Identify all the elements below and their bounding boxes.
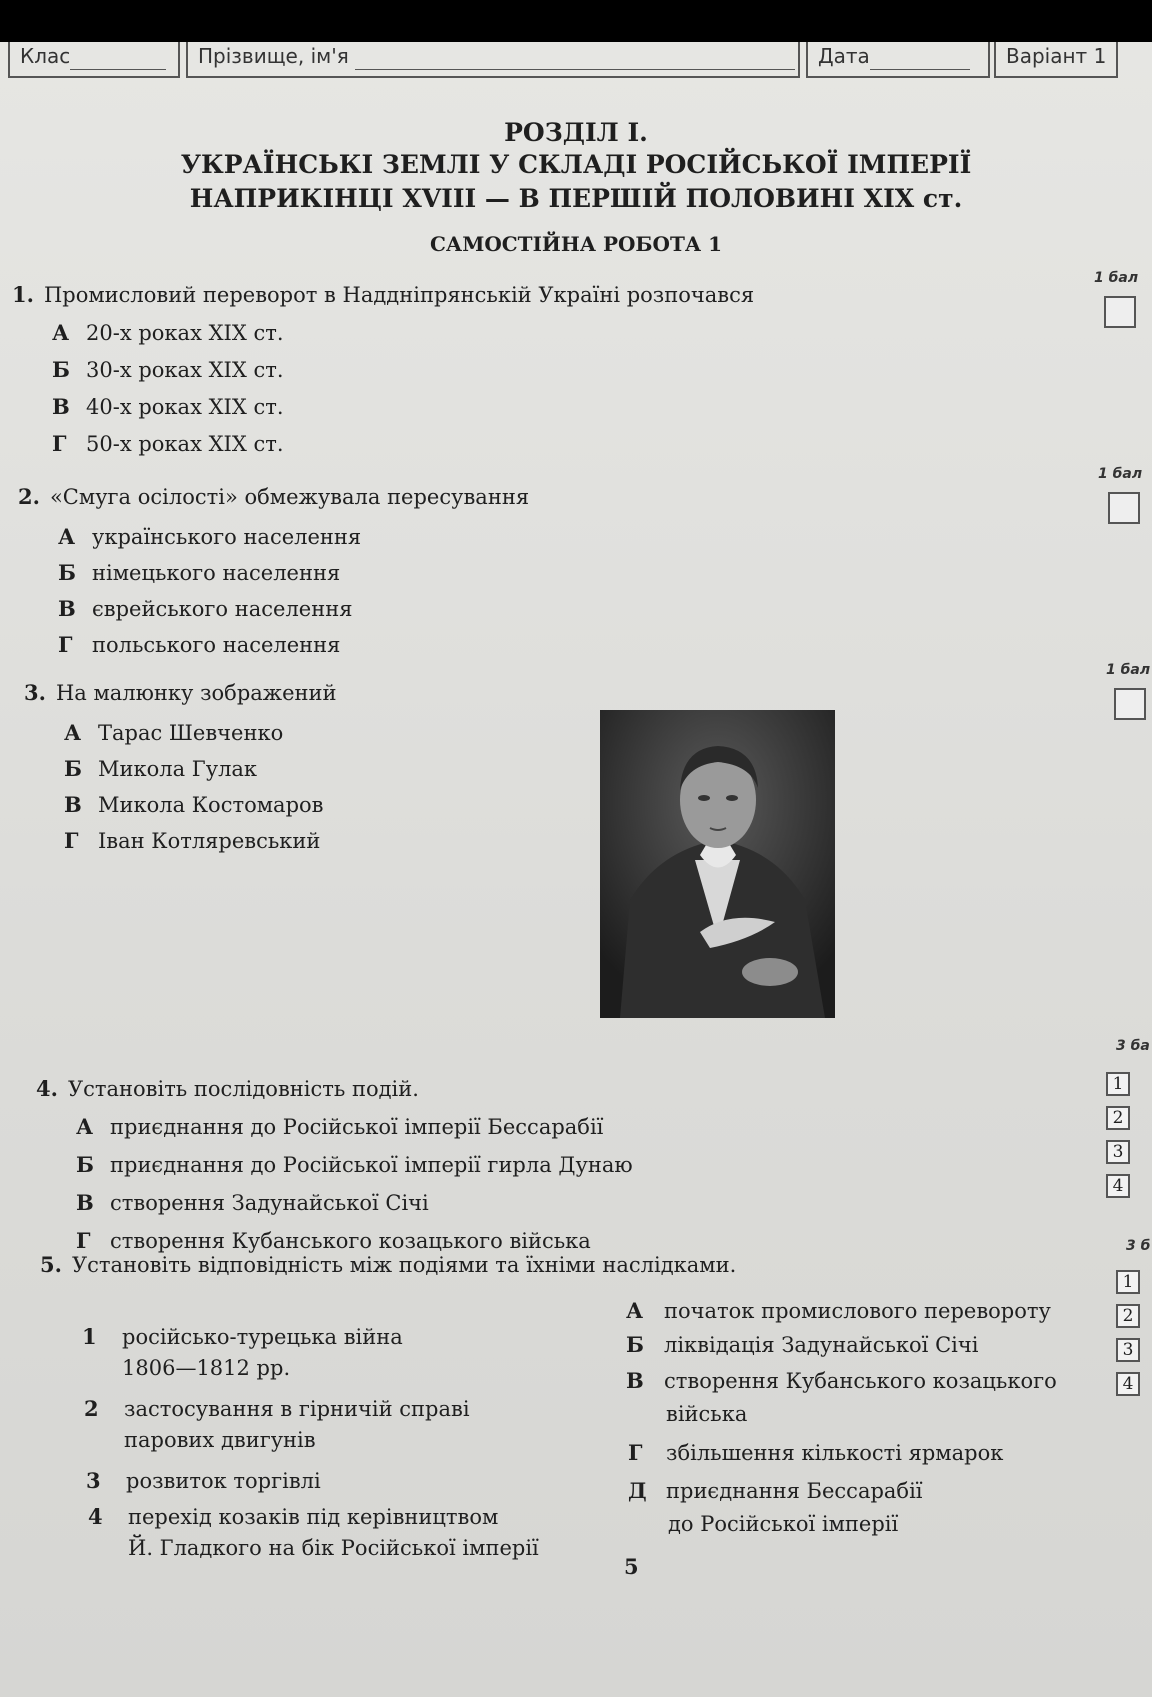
option-text: приєднання до Російської імперії гирла Дунаю [110,1153,633,1177]
option-letter: Г [64,828,79,853]
q5-right-b [626,1332,978,1357]
q5-answer-4[interactable]: 4 [1116,1372,1140,1396]
q1-option-c[interactable] [52,394,284,419]
q1-answer-box[interactable] [1104,296,1136,328]
q3-option-a[interactable] [64,720,283,745]
q4-points: 3 ба [1116,1038,1150,1054]
q4-option-d [76,1228,591,1253]
q1-option-a[interactable] [52,320,284,345]
date-label: Дата [818,44,870,68]
q4-option-c [76,1190,429,1215]
q5-left-2-cont: парових двигунів [124,1428,316,1452]
item-text: початок промислового перевороту [664,1299,1051,1323]
q5-right-e [628,1478,923,1503]
q4-answer-2[interactable]: 2 [1106,1106,1130,1130]
q5-points: 3 б [1126,1238,1151,1254]
question-1 [12,282,754,307]
work-title: САМОСТІЙНА РОБОТА 1 [430,232,722,256]
section-title: РОЗДІЛ І. [504,118,648,147]
option-text: 30-х роках XIX ст. [86,358,284,382]
item-text: приєднання Бессарабії [666,1479,923,1503]
variant-label: Варіант 1 [1006,44,1107,68]
q5-left-1-cont: 1806—1812 рр. [122,1356,291,1380]
q2-option-d[interactable] [58,632,340,657]
q4-option-a [76,1114,603,1139]
question-number: 1. [12,282,34,307]
question-4 [36,1076,419,1101]
q1-option-d[interactable] [52,431,284,456]
option-letter: Г [76,1228,91,1253]
q5-left-3 [86,1468,321,1493]
q2-option-b[interactable] [58,560,340,585]
option-letter: А [58,524,76,549]
q5-left-2 [84,1396,470,1421]
q5-answer-3[interactable]: 3 [1116,1338,1140,1362]
option-letter: Б [52,357,70,382]
option-text: 40-х роках XIX ст. [86,395,284,419]
item-text: перехід козаків під керівництвом [128,1505,499,1529]
portrait-icon [600,710,835,1018]
option-text: 20-х роках XIX ст. [86,321,284,345]
item-text: російсько-турецька війна [122,1325,403,1349]
option-letter: Б [76,1152,94,1177]
q3-answer-box[interactable] [1114,688,1146,720]
option-letter: А [64,720,82,745]
q4-answer-3[interactable]: 3 [1106,1140,1130,1164]
class-field [8,42,180,78]
q5-right-a [626,1298,1051,1323]
item-text: розвиток торгівлі [126,1469,321,1493]
item-text: ліквідація Задунайської Січі [664,1333,979,1357]
option-letter: Г [52,431,67,456]
question-text: Промисловий переворот в Наддніпрянській Україні розпочався [43,283,755,307]
option-text: українського населення [92,525,362,549]
item-letter: Б [626,1332,644,1357]
option-letter: В [52,394,70,419]
q5-right-d [628,1440,1003,1465]
question-text: «Смуга осілості» обмежувала пересування [49,485,530,509]
date-field [806,42,990,78]
option-letter: Г [58,632,73,657]
item-letter: В [626,1368,644,1393]
q1-points: 1 бал [1094,270,1139,286]
item-text: застосування в гірничій справі [124,1397,470,1421]
option-text: створення Кубанського козацького війська [110,1229,591,1253]
q5-right-e-cont: до Російської імперії [668,1512,899,1536]
q5-left-4 [88,1504,498,1529]
q5-right-c [626,1368,1057,1393]
item-letter: Д [628,1478,647,1503]
q2-answer-box[interactable] [1108,492,1140,524]
item-number: 1 [82,1324,97,1349]
option-letter: В [58,596,76,621]
q4-option-b [76,1152,633,1177]
q1-option-b[interactable] [52,357,284,382]
option-letter: В [64,792,82,817]
q2-option-c[interactable] [58,596,352,621]
option-letter: Б [58,560,76,585]
item-letter: А [626,1298,644,1323]
item-letter: Г [628,1440,643,1465]
section-subtitle-1: УКРАЇНСЬКІ ЗЕМЛІ У СКЛАДІ РОСІЙСЬКОЇ ІМПЕРІЇ [180,150,972,179]
section-subtitle-2: НАПРИКІНЦІ XVIII — В ПЕРШІЙ ПОЛОВИНІ XIX ст. [189,184,963,213]
q3-option-d[interactable] [64,828,320,853]
option-text: єврейського населення [92,597,353,621]
q4-answer-1[interactable]: 1 [1106,1072,1130,1096]
item-text: збільшення кількості ярмарок [666,1441,1004,1465]
item-text: створення Кубанського козацького [664,1369,1057,1393]
question-text: На малюнку зображений [55,681,337,705]
q5-answer-1[interactable]: 1 [1116,1270,1140,1294]
question-number: 5. [40,1252,62,1277]
q2-points: 1 бал [1098,466,1143,482]
option-letter: В [76,1190,94,1215]
question-2 [18,484,529,509]
worksheet-page [0,42,1152,1697]
question-number: 4. [36,1076,58,1101]
q5-answer-2[interactable]: 2 [1116,1304,1140,1328]
option-text: польського населення [92,633,341,657]
question-text: Установіть відповідність між подіями та їхніми наслідками. [71,1253,737,1277]
q3-option-c[interactable] [64,792,323,817]
name-label: Прізвище, ім'я [198,44,349,68]
question-text: Установіть послідовність подій. [67,1077,419,1101]
option-text: Микола Гулак [98,757,258,781]
portrait-image [600,710,835,1018]
q5-left-1 [82,1324,403,1349]
question-3 [24,680,337,705]
page-number: 5 [624,1554,639,1579]
q4-answer-4[interactable]: 4 [1106,1174,1130,1198]
option-text: приєднання до Російської імперії Бессарабії [110,1115,604,1139]
header-row [0,42,1152,82]
name-field [186,42,800,78]
option-text: створення Задунайської Січі [110,1191,429,1215]
q3-option-b[interactable] [64,756,257,781]
q2-option-a[interactable] [58,524,361,549]
question-5 [40,1252,736,1277]
option-text: Іван Котляревський [98,829,321,853]
name-line [355,51,795,70]
question-number: 3. [24,680,46,705]
item-number: 3 [86,1468,101,1493]
item-number: 2 [84,1396,99,1421]
q3-points: 1 бал [1106,662,1151,678]
option-text: Тарас Шевченко [98,721,284,745]
variant-box [994,42,1118,78]
option-letter: А [76,1114,94,1139]
q5-left-4-cont: Й. Гладкого на бік Російської імперії [128,1536,539,1560]
option-text: 50-х роках XIX ст. [86,432,284,456]
class-line [70,51,166,70]
option-text: Микола Костомаров [98,793,324,817]
question-number: 2. [18,484,40,509]
option-text: німецького населення [92,561,341,585]
item-number: 4 [88,1504,103,1529]
option-letter: А [52,320,70,345]
date-line [870,51,970,70]
class-label: Клас [20,44,71,68]
option-letter: Б [64,756,82,781]
q5-right-c-cont: війська [666,1402,748,1426]
